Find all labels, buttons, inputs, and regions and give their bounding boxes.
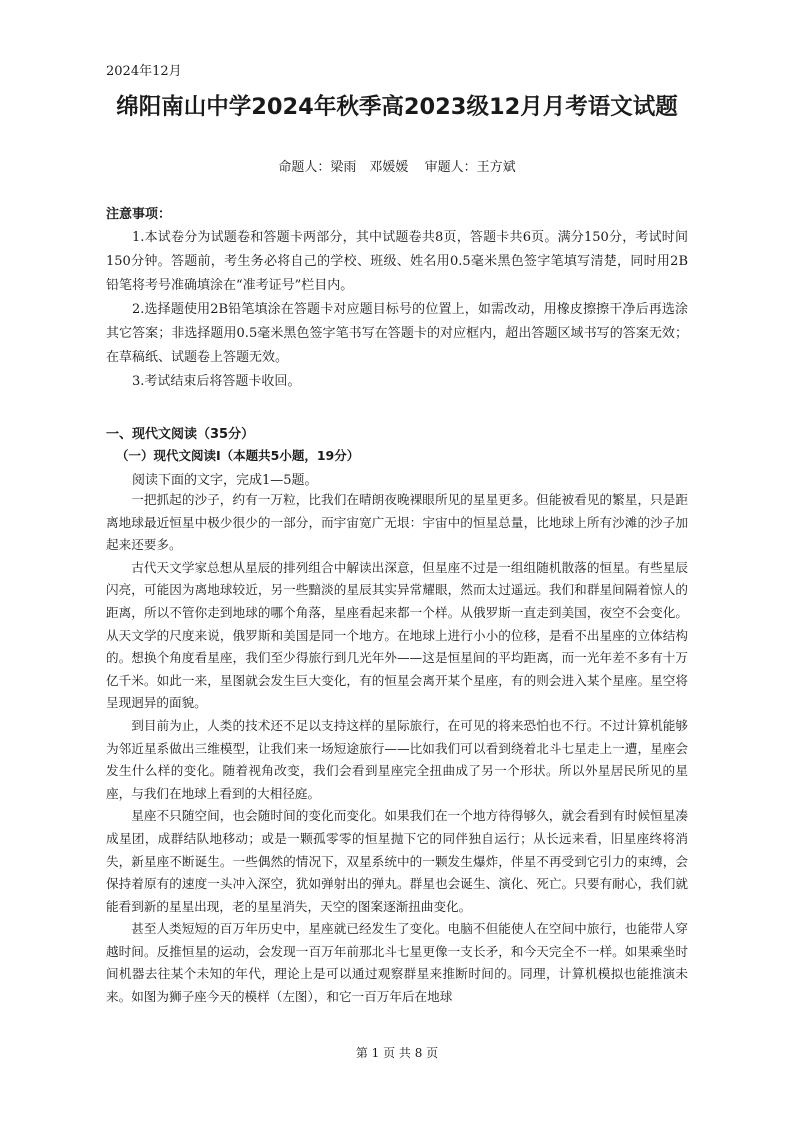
exam-date: 2024年12月 <box>106 64 182 79</box>
reviewer-name: 审题人：王方斌 <box>424 160 516 175</box>
passage-paragraph: 一把抓起的沙子，约有一万粒，比我们在晴朗夜晚裸眼所见的星星更多。但能被看见的繁星，只是距离地球最近恒星中极少很少的一部分，而宇宙宽广无垠：宇宙中的恒星总量，比地球上所有沙滩的沙子加起来还要多。 <box>106 492 688 553</box>
subsection-heading: （一）现代文阅读Ⅰ（本题共5小题，19分） <box>116 448 360 463</box>
page-title: 绵阳南山中学2024年秋季高2023级12月月考语文试题 <box>116 94 678 120</box>
author-line <box>106 156 688 175</box>
passage-paragraph: 古代天文学家总想从星辰的排列组合中解读出深意，但星座不过是一组组随机散落的恒星。有些星辰闪亮，可能因为离地球较近，另一些黯淡的星辰其实异常耀眼，然而太过遥远。我们和群星间隔着惊人的距离，所以不管你走到地球的哪个角落，星座看起来都一个样。从俄罗斯一直走到美国，夜空不会变化。从天文学的尺度来说，俄罗斯和美国是同一个地方。在地球上进行小小的位移，是看不出星座的立体结构的。想换个角度看星座，我们至少得旅行到几光年外——这是恒星间的平均距离，而一光年差不多有十万亿千米。如此一来，星图就会发生巨大变化，有的恒星会离开某个星座，有的则会进入某个星座。星空将呈现迥异的面貌。 <box>106 559 688 711</box>
passage-paragraph: 甚至人类短短的百万年历史中，星座就已经发生了变化。电脑不但能使人在空间中旅行，也能带人穿越时间。反推恒星的运动，会发现一百万年前那北斗七星更像一支长矛，和今天完全不一样。如果乘坐时间机器去往某个未知的年代，理论上是可以通过观察群星来推断时间的。同理，计算机模拟也能推演未来。如图为狮子座今天的模样（左图），和它一百万年后在地球 <box>106 921 688 1005</box>
passage-paragraph: 到目前为止，人类的技术还不足以支持这样的星际旅行，在可见的将来恐怕也不行。不过计算机能够为邻近星系做出三维模型，让我们来一场短途旅行——比如我们可以看到绕着北斗七星走上一遭，星座会发生什么样的变化。随着视角改变，我们会看到星座完全扭曲成了另一个形状。所以外星居民所见的星座，与我们在地球上看到的大相径庭。 <box>106 717 688 801</box>
notice-item: 3.考试结束后将答题卡收回。 <box>132 374 301 389</box>
notice-heading: 注意事项： <box>106 207 172 222</box>
notice-list <box>106 226 688 394</box>
passage-paragraph: 星座不只随空间，也会随时间的变化而变化。如果我们在一个地方待得够久，就会看到有时候恒星凑成星团，成群结队地移动；或是一颗孤零零的恒星抛下它的同伴独自运行；从长远来看，旧星座终将消失，新星座不断诞生。一些偶然的情况下，双星系统中的一颗发生爆炸，伴星不再受到它引力的束缚，会保持着原有的速度一头冲入深空，犹如弹射出的弹丸。群星也会诞生、演化、死亡。只要有耐心，我们就能看到新的星星出现，老的星星消失，天空的图案逐渐扭曲变化。 <box>106 808 688 914</box>
page-number: 第 1 页 共 8 页 <box>355 1046 439 1060</box>
section-heading: 一、现代文阅读（35分） <box>106 427 255 442</box>
setter-names: 命题人：梁雨 邓媛媛 <box>278 160 409 175</box>
reading-passage <box>106 489 688 1009</box>
notice-item: 1.本试卷分为试题卷和答题卡两部分，其中试题卷共8页，答题卡共6页。满分150分，考试时间150分钟。答题前，考生务必将自己的学校、班级、姓名用0.5毫米黑色签字笔填写清楚，同时用2B铅笔将考号准确填涂在“准考证号”栏目内。 <box>106 230 688 293</box>
notice-item: 2.选择题使用2B铅笔填涂在答题卡对应题目标号的位置上，如需改动，用橡皮擦擦干净后再选涂其它答案；非选择题用0.5毫米黑色签字笔书写在答题卡的对应框内，超出答题区域书写的答案无效；在草稿纸、试题卷上答题无效。 <box>106 302 688 365</box>
reading-instruction: 阅读下面的文字，完成1—5题。 <box>132 473 318 488</box>
